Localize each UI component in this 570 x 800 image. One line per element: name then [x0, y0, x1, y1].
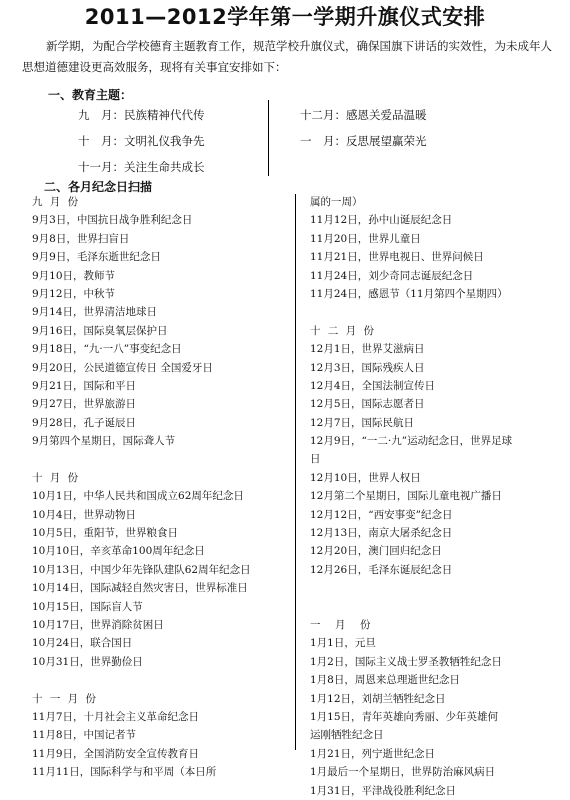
themes-left — [78, 102, 205, 180]
anniversary-item: 10月14日，国际减轻自然灾害日，世界标准日 — [32, 582, 248, 595]
anniversary-item: 12月10日，世界人权日 — [310, 471, 421, 484]
anniversary-item: 1月1日，元旦 — [310, 637, 376, 650]
anniversary-item: 9月10日，教师节 — [32, 269, 116, 282]
section1-heading: 一、教育主题： — [48, 88, 133, 102]
themes-divider — [268, 100, 269, 176]
page-title: 2011—2012学年第一学期升旗仪式安排 — [84, 5, 486, 29]
spacer — [310, 303, 566, 321]
anniversary-item: 9月14日，世界清洁地球日 — [32, 306, 158, 319]
anniversary-item: 9月9日，毛泽东逝世纪念日 — [32, 251, 161, 264]
theme-jan: 一 月：反思展望赢荣光 — [300, 134, 427, 148]
anniversary-item: 12月5日，国际志愿者日 — [310, 398, 425, 411]
anniversary-item: 1月最后一个星期日，世界防治麻风病日 — [310, 766, 496, 779]
anniversary-item: 12月7日，国际民航日 — [310, 416, 415, 429]
anniversary-item: 12月13日，南京大屠杀纪念日 — [310, 527, 453, 540]
spacer — [310, 598, 566, 616]
anniversary-item: 11月24日，感恩节（11月第四个星期四） — [310, 287, 508, 300]
anniversary-item: 10月10日，辛亥革命100周年纪念日 — [32, 545, 205, 558]
spacer — [32, 450, 290, 468]
month-heading: 十 月 份 — [32, 471, 81, 484]
anniversary-item: 日 — [310, 453, 321, 466]
anniversary-item: 12月4日，全国法制宣传日 — [310, 379, 436, 392]
anniversary-item: 11月11日，国际科学与和平周（本日所 — [32, 766, 217, 779]
theme-nov: 十一月：关注生命共成长 — [78, 160, 205, 174]
anniversary-item: 11月8日，中国记者节 — [32, 729, 137, 742]
anniversary-item: 11月24日，刘少奇同志诞辰纪念日 — [310, 269, 474, 282]
anniversary-item: 10月24日，联合国日 — [32, 637, 133, 650]
intro-paragraph: 新学期，为配合学校德育主题教育工作，规范学校升旗仪式，确保国旗下讲话的实效性，为未成年人思想道德建设更高效服务，现将有关事宜安排如下： — [22, 39, 552, 74]
anniversary-item: 11月7日，十月社会主义革命纪念日 — [32, 710, 200, 723]
anniversary-item: 10月1日，中华人民共和国成立62周年纪念日 — [32, 490, 244, 503]
anniversary-item: 10月31日，世界勤俭日 — [32, 655, 143, 668]
spacer — [310, 579, 566, 597]
anniversary-item: 12月9日，“一二·九”运动纪念日，世界足球 — [310, 435, 513, 448]
section2-heading: 二、各月纪念日扫描 — [44, 180, 153, 194]
anniversary-item: 9月28日，孔子诞辰日 — [32, 416, 137, 429]
anniversary-item: 12月1日，世界艾滋病日 — [310, 343, 425, 356]
anniversary-item: 9月18日，“九·一八”事变纪念日 — [32, 343, 182, 356]
anniversary-list-right — [310, 193, 566, 800]
anniversary-item: 9月20日，公民道德宣传日 全国爱牙日 — [32, 361, 213, 374]
month-heading: 十 一 月 份 — [32, 692, 99, 705]
month-heading: 十 二 月 份 — [310, 324, 377, 337]
anniversary-item: 12月3日，国际残疾人日 — [310, 361, 425, 374]
anniversary-item: 11月12日，孙中山诞辰纪念日 — [310, 214, 453, 227]
spacer — [32, 671, 290, 689]
anniversary-item: 12月第二个星期日，国际儿童电视广播日 — [310, 490, 502, 503]
anniversary-item: 10月5日，重阳节，世界粮食日 — [32, 527, 179, 540]
anniversary-item: 9月12日，中秋节 — [32, 287, 116, 300]
anniversary-item: 12月26日，毛泽东诞辰纪念日 — [310, 563, 453, 576]
anniversary-item: 12月12日，“西安事变”纪念日 — [310, 508, 453, 521]
anniversary-item: 9月27日，世界旅游日 — [32, 398, 137, 411]
anniversary-item: 11月21日，世界电视日、世界问候日 — [310, 251, 484, 264]
anniversary-item: 1月21日，列宁逝世纪念日 — [310, 747, 436, 760]
columns-divider — [295, 194, 296, 750]
anniversary-item: 1月8日，周恩来总理逝世纪念日 — [310, 674, 460, 687]
anniversary-item: 1月12日，刘胡兰牺牲纪念日 — [310, 692, 446, 705]
anniversary-item: 12月20日，澳门回归纪念日 — [310, 545, 442, 558]
anniversary-item: 11月20日，世界儿童日 — [310, 232, 421, 245]
anniversary-item: 9月8日，世界扫盲日 — [32, 232, 130, 245]
anniversary-item: 10月15日，国际盲人节 — [32, 600, 143, 613]
theme-dec: 十二月：感恩关爱品温暖 — [300, 108, 427, 122]
anniversary-item: 10月13日，中国少年先锋队建队62周年纪念日 — [32, 563, 251, 576]
month-heading: 一 月 份 — [310, 618, 373, 631]
themes-right — [300, 102, 427, 154]
anniversary-item: 1月2日，国际主义战士罗圣教牺牲纪念日 — [310, 655, 502, 668]
anniversary-item: 9月21日，国际和平日 — [32, 379, 137, 392]
anniversary-item: 9月3日，中国抗日战争胜利纪念日 — [32, 214, 193, 227]
anniversary-item: 9月16日，国际臭氧层保护日 — [32, 324, 168, 337]
theme-sep: 九 月：民族精神代代传 — [78, 108, 205, 122]
anniversary-item: 运刚牺牲纪念日 — [310, 729, 384, 742]
anniversary-item: 1月31日，平津战役胜利纪念日 — [310, 784, 457, 797]
month-heading: 九 月 份 — [32, 196, 81, 208]
anniversary-item: 9月第四个星期日，国际聋人节 — [32, 435, 176, 448]
theme-oct: 十 月：文明礼仪我争先 — [78, 134, 205, 148]
anniversary-list-left — [32, 193, 290, 782]
anniversary-item: 10月17日，世界消除贫困日 — [32, 618, 164, 631]
anniversary-item: 1月15日，青年英雄向秀丽、少年英雄何 — [310, 710, 499, 723]
anniversary-item: 属的一周） — [310, 196, 363, 208]
anniversary-item: 10月4日，世界动物日 — [32, 508, 137, 521]
anniversary-item: 11月9日，全国消防安全宣传教育日 — [32, 747, 200, 760]
